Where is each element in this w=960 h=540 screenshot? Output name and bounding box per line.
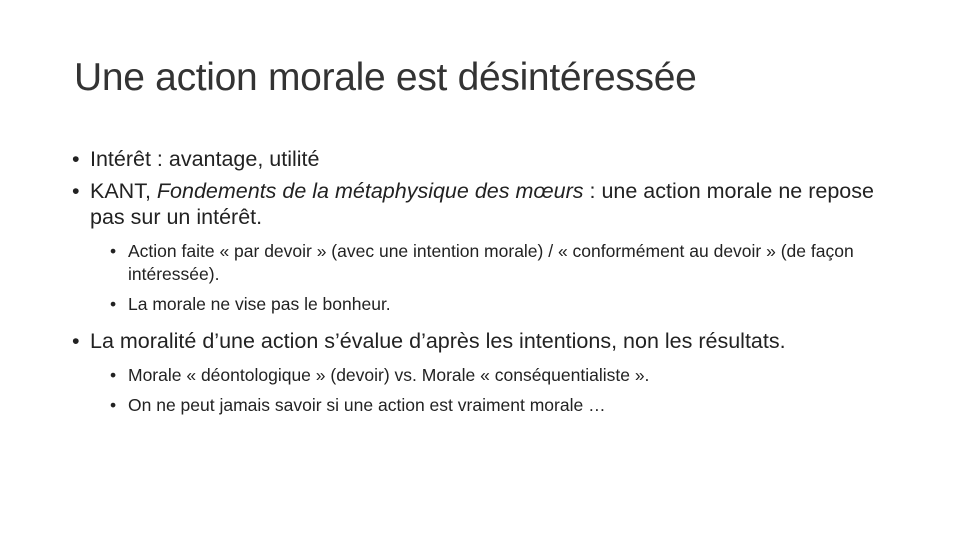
bullet-kant-suffix: : une action morale ne repose pas sur un intérêt. bbox=[90, 179, 874, 229]
book-title: Fondements de la métaphysique des mœurs bbox=[156, 179, 584, 203]
sub-bullet-bonheur: • La morale ne vise pas le bonheur. bbox=[110, 293, 892, 316]
bullet-moralite: • La moralité d’une action s’évalue d’après les intentions, non les résultats. bbox=[72, 328, 892, 354]
sub-bullet-par-devoir: • Action faite « par devoir » (avec une intention morale) / « conformément au devoir » (de façon intéressée). bbox=[110, 240, 892, 286]
sub-bullet-deontologique: • Morale « déontologique » (devoir) vs. Morale « conséquentialiste ». bbox=[110, 364, 892, 387]
slide-title: Une action morale est désintéressée bbox=[74, 56, 697, 99]
bullet-interet: • Intérêt : avantage, utilité bbox=[72, 146, 892, 172]
slide-content bbox=[72, 146, 892, 424]
sub-bullet-savoir: • On ne peut jamais savoir si une action est vraiment morale … bbox=[110, 394, 892, 417]
bullet-kant bbox=[72, 178, 892, 230]
bullet-kant-prefix: KANT, bbox=[90, 179, 157, 203]
